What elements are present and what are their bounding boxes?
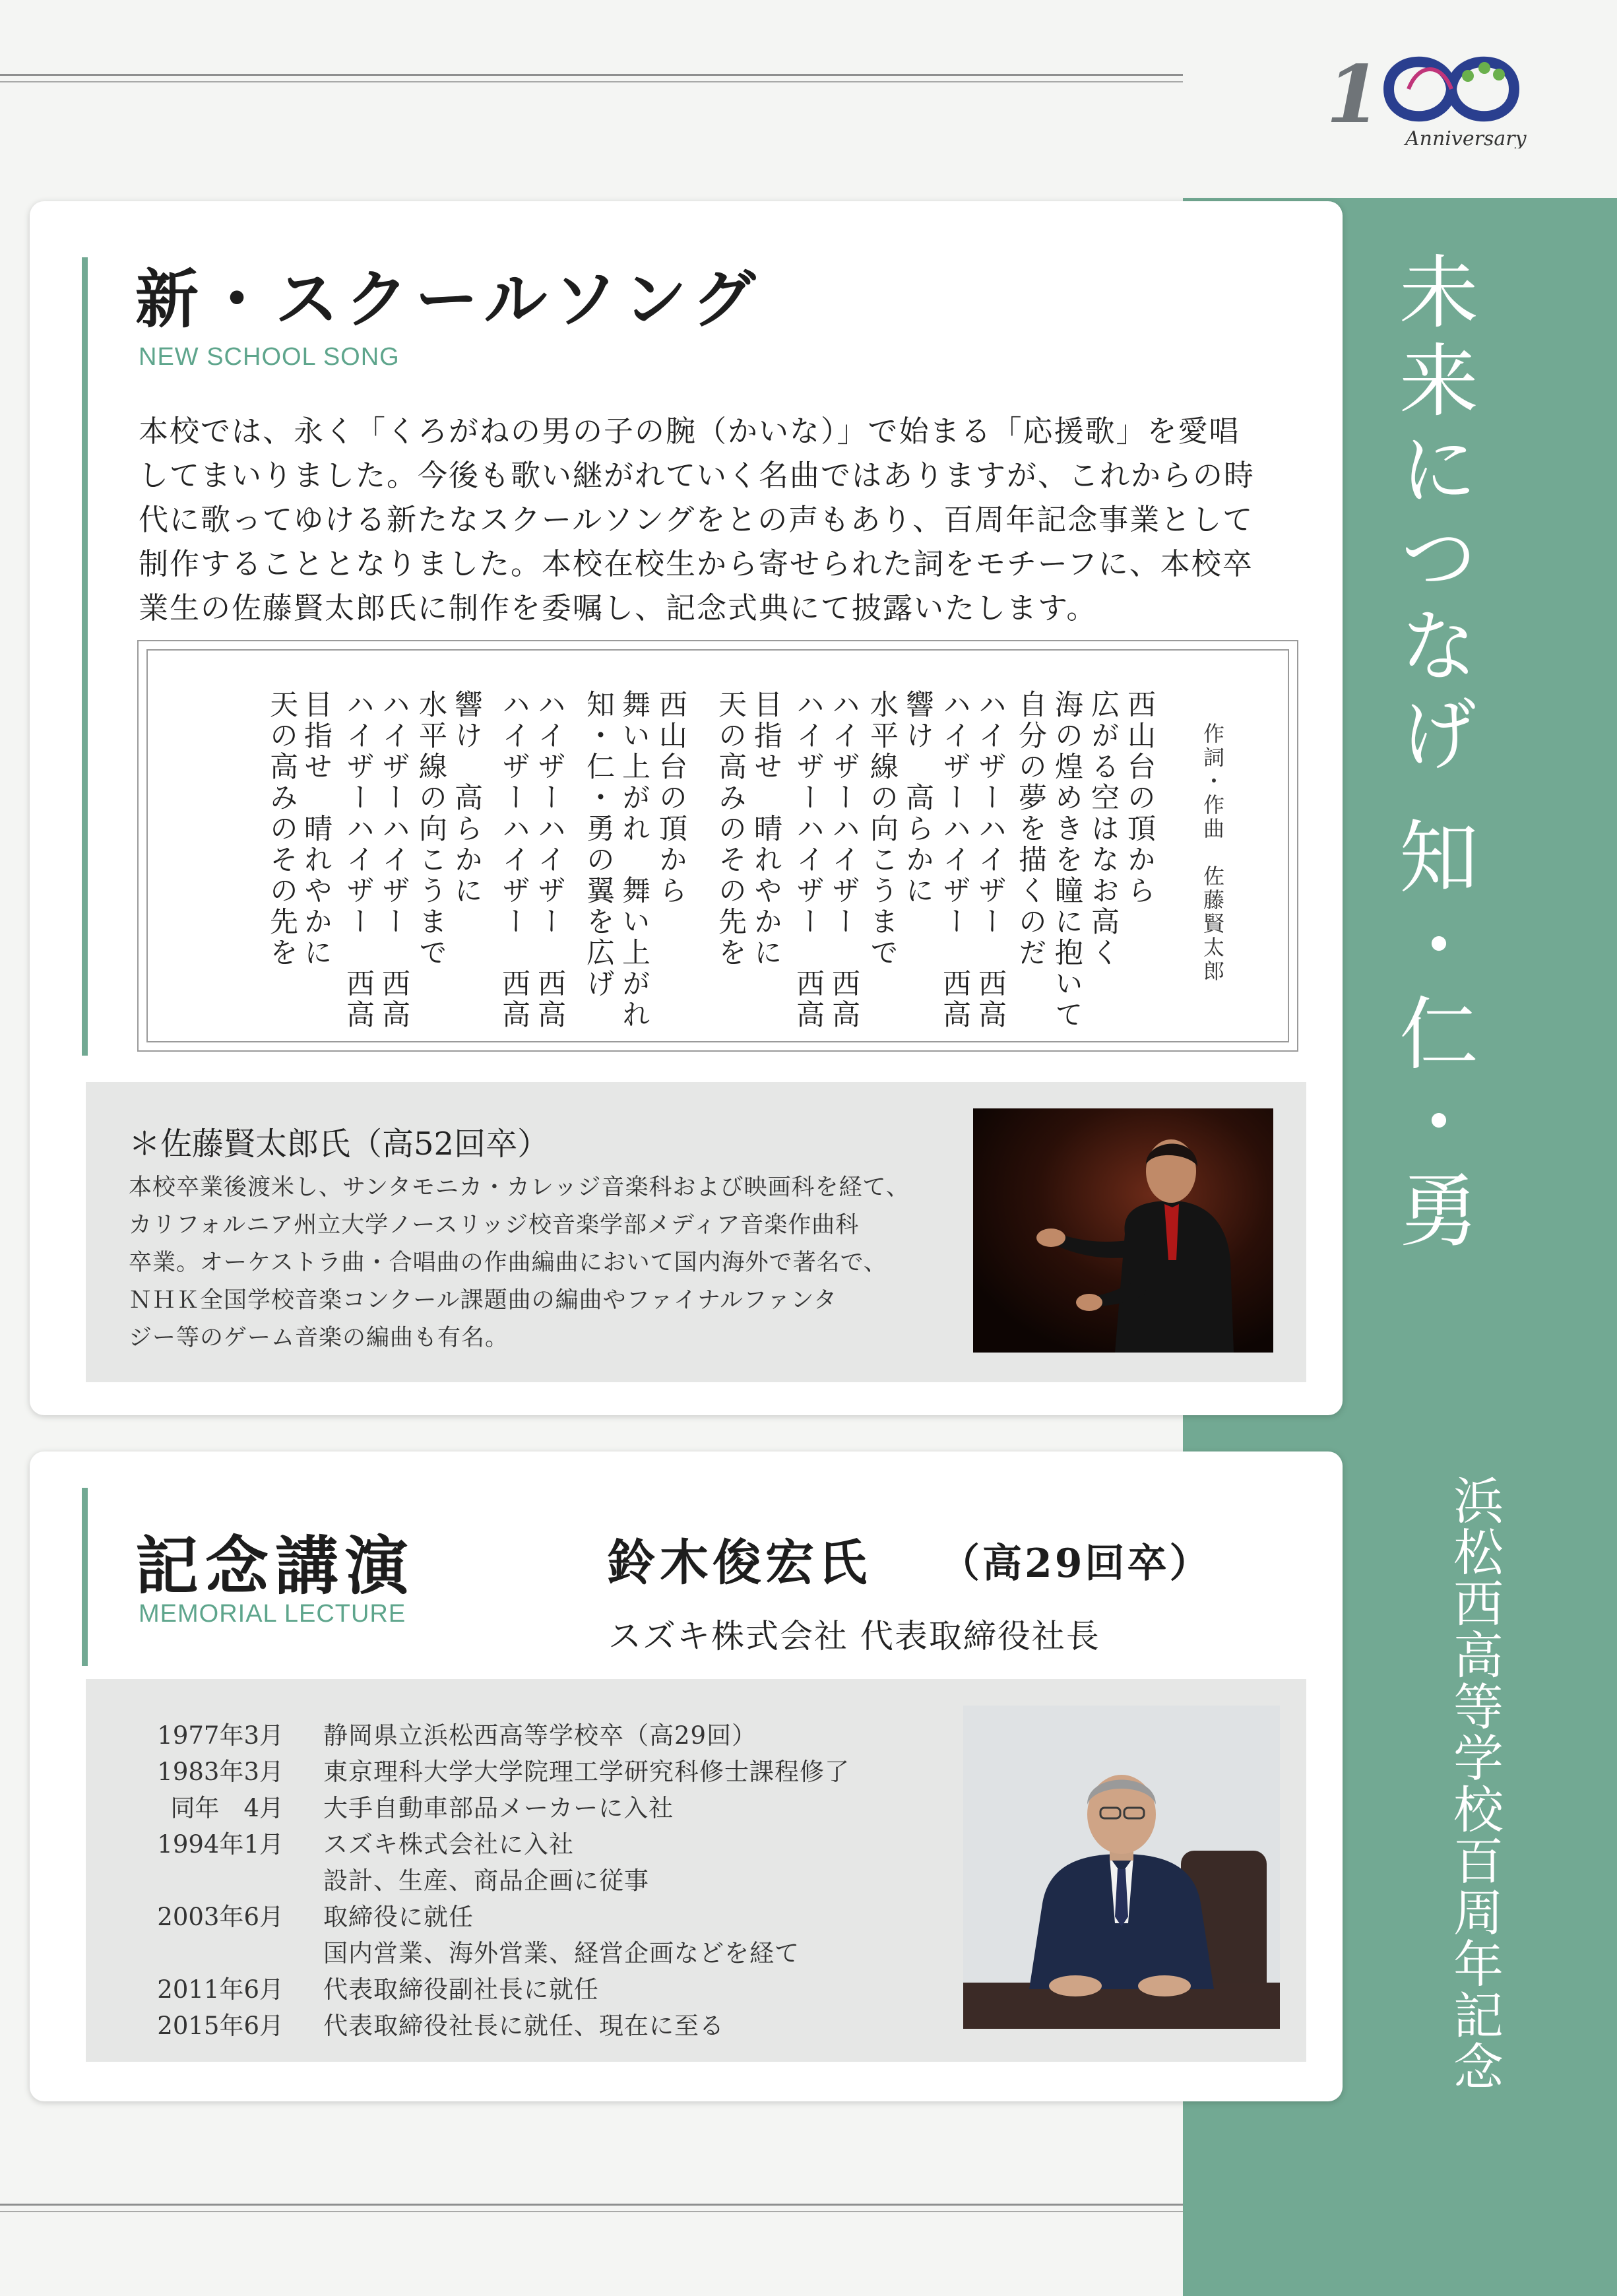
lyric-line: 水平線の向こうまで <box>414 689 447 969</box>
speaker-photo <box>963 1706 1280 2029</box>
history-description: 大手自動車部品メーカーに入社 <box>323 1794 674 1822</box>
svg-text:1: 1 <box>1326 48 1381 141</box>
song-intro: 本校では、永く「くろがねの男の子の腕（かいな）」で始まる「応援歌」を愛唱してまいりました。今後も歌い継がれていく名曲ではありますが、これからの時代に歌ってゆける新たなスクールソングをとの声もあり、百周年記念事業として制作することとなりました。本校在校生から寄せられた詞をモチーフに、本校卒業生の佐藤賢太郎氏に制作を委嘱し、記念式典にて披露いたします。 <box>139 414 1255 625</box>
bio-line: カリフォルニア州立大学ノースリッジ校音楽学部メディア音楽作曲科 <box>129 1212 860 1238</box>
history-year: 2011年6月 <box>157 1975 284 2004</box>
song-credit: 作詞・作曲 佐藤賢太郎 <box>1200 722 1225 984</box>
lyric-line: 水平線の向こうまで <box>866 689 899 969</box>
history-year: 同年 4月 <box>170 1794 284 1822</box>
history-description: 国内営業、海外営業、経営企画などを経て <box>323 1939 800 1967</box>
speaker-name: 鈴木俊宏氏 <box>607 1535 871 1591</box>
lyric-line: 西山台の頂から <box>1123 689 1156 907</box>
lyric-line: ハイザーハイザー 西高 <box>377 689 410 1031</box>
history-year: 1994年1月 <box>157 1830 284 1859</box>
lyric-line: 知・仁・勇の翼を広げ <box>582 689 615 1000</box>
history-description: スズキ株式会社に入社 <box>323 1830 574 1859</box>
history-description: 設計、生産、商品企画に従事 <box>323 1866 649 1895</box>
song-title: 新・スクールソング <box>135 262 763 336</box>
history-description: 静岡県立浜松西高等学校卒（高29回） <box>323 1721 757 1750</box>
lyric-line: 自分の夢を描くのだ <box>1014 689 1047 969</box>
lyric-line: ハイザーハイザー 西高 <box>827 689 860 1031</box>
history-description: 東京理科大学大学院理工学研究科修士課程修了 <box>323 1758 850 1786</box>
lecture-subtitle: MEMORIAL LECTURE <box>139 1600 406 1628</box>
bio-line: 卒業。オーケストラ曲・合唱曲の作曲編曲において国内海外で著名で、 <box>129 1250 887 1276</box>
lyric-line: 海の煌めきを瞳に抱いて <box>1050 689 1083 1031</box>
side-school-name: 浜松西高等学校百周年記念 <box>1445 1475 1504 2092</box>
lecture-title: 記念講演 <box>135 1529 415 1603</box>
lyric-line: 響け 高らかに <box>901 689 934 907</box>
lyric-line: 舞い上がれ 舞い上がれ <box>618 689 650 1031</box>
bottom-rule <box>0 2204 1260 2206</box>
history-year: 2003年6月 <box>157 1903 284 1931</box>
lyric-line: 西山台の頂から <box>654 689 687 907</box>
section-accent-bar <box>82 257 88 1056</box>
speaker-role: スズキ株式会社 代表取締役社長 <box>608 1617 1100 1655</box>
section-accent-bar <box>82 1488 88 1666</box>
lyric-line: 響け 高らかに <box>450 689 483 907</box>
lyric-line: ハイザーハイザー 西高 <box>974 689 1007 1031</box>
lyric-line: 天の高みのその先を <box>714 689 747 969</box>
history-year: 2015年6月 <box>157 2012 284 2040</box>
lyric-line: ハイザーハイザー 西高 <box>792 689 825 1031</box>
lyric-line: ハイザーハイザー 西高 <box>342 689 375 1031</box>
bio-line: 本校卒業後渡米し、サンタモニカ・カレッジ音楽科および映画科を経て、 <box>129 1174 910 1201</box>
lyric-line: 天の高みのその先を <box>265 689 298 969</box>
lyric-line: 広がる空はなお高く <box>1087 689 1120 969</box>
history-description: 取締役に就任 <box>323 1903 474 1931</box>
bio-line: ジー等のゲーム音楽の編曲も有名。 <box>129 1325 509 1351</box>
history-description: 代表取締役副社長に就任 <box>323 1975 599 2004</box>
composer-bio-title: ＊佐藤賢太郎氏（高52回卒） <box>129 1126 550 1163</box>
lyric-line: ハイザーハイザー 西高 <box>533 689 566 1031</box>
speaker-graduation: （高29回卒） <box>940 1541 1212 1587</box>
logo-caption: Anniversary <box>1405 127 1527 148</box>
anniversary-logo <box>1326 36 1550 148</box>
lyric-line: 目指せ 晴れやかに <box>300 689 333 969</box>
lyric-line: 目指せ 晴れやかに <box>749 689 782 969</box>
top-rule <box>0 74 1260 76</box>
lyric-line: ハイザーハイザー 西高 <box>497 689 530 1031</box>
song-subtitle: NEW SCHOOL SONG <box>139 343 400 371</box>
lyric-line: ハイザーハイザー 西高 <box>938 689 971 1031</box>
history-year: 1983年3月 <box>157 1758 284 1786</box>
side-slogan: 未来につなげ 知・仁・勇 <box>1386 251 1478 1258</box>
bio-line: ＮＨＫ全国学校音楽コンクール課題曲の編曲やファイナルファンタ <box>129 1287 838 1314</box>
history-year: 1977年3月 <box>157 1721 284 1750</box>
composer-photo <box>973 1108 1273 1353</box>
composer-bio-text <box>129 1169 953 1357</box>
history-description: 代表取締役社長に就任、現在に至る <box>323 2012 724 2040</box>
